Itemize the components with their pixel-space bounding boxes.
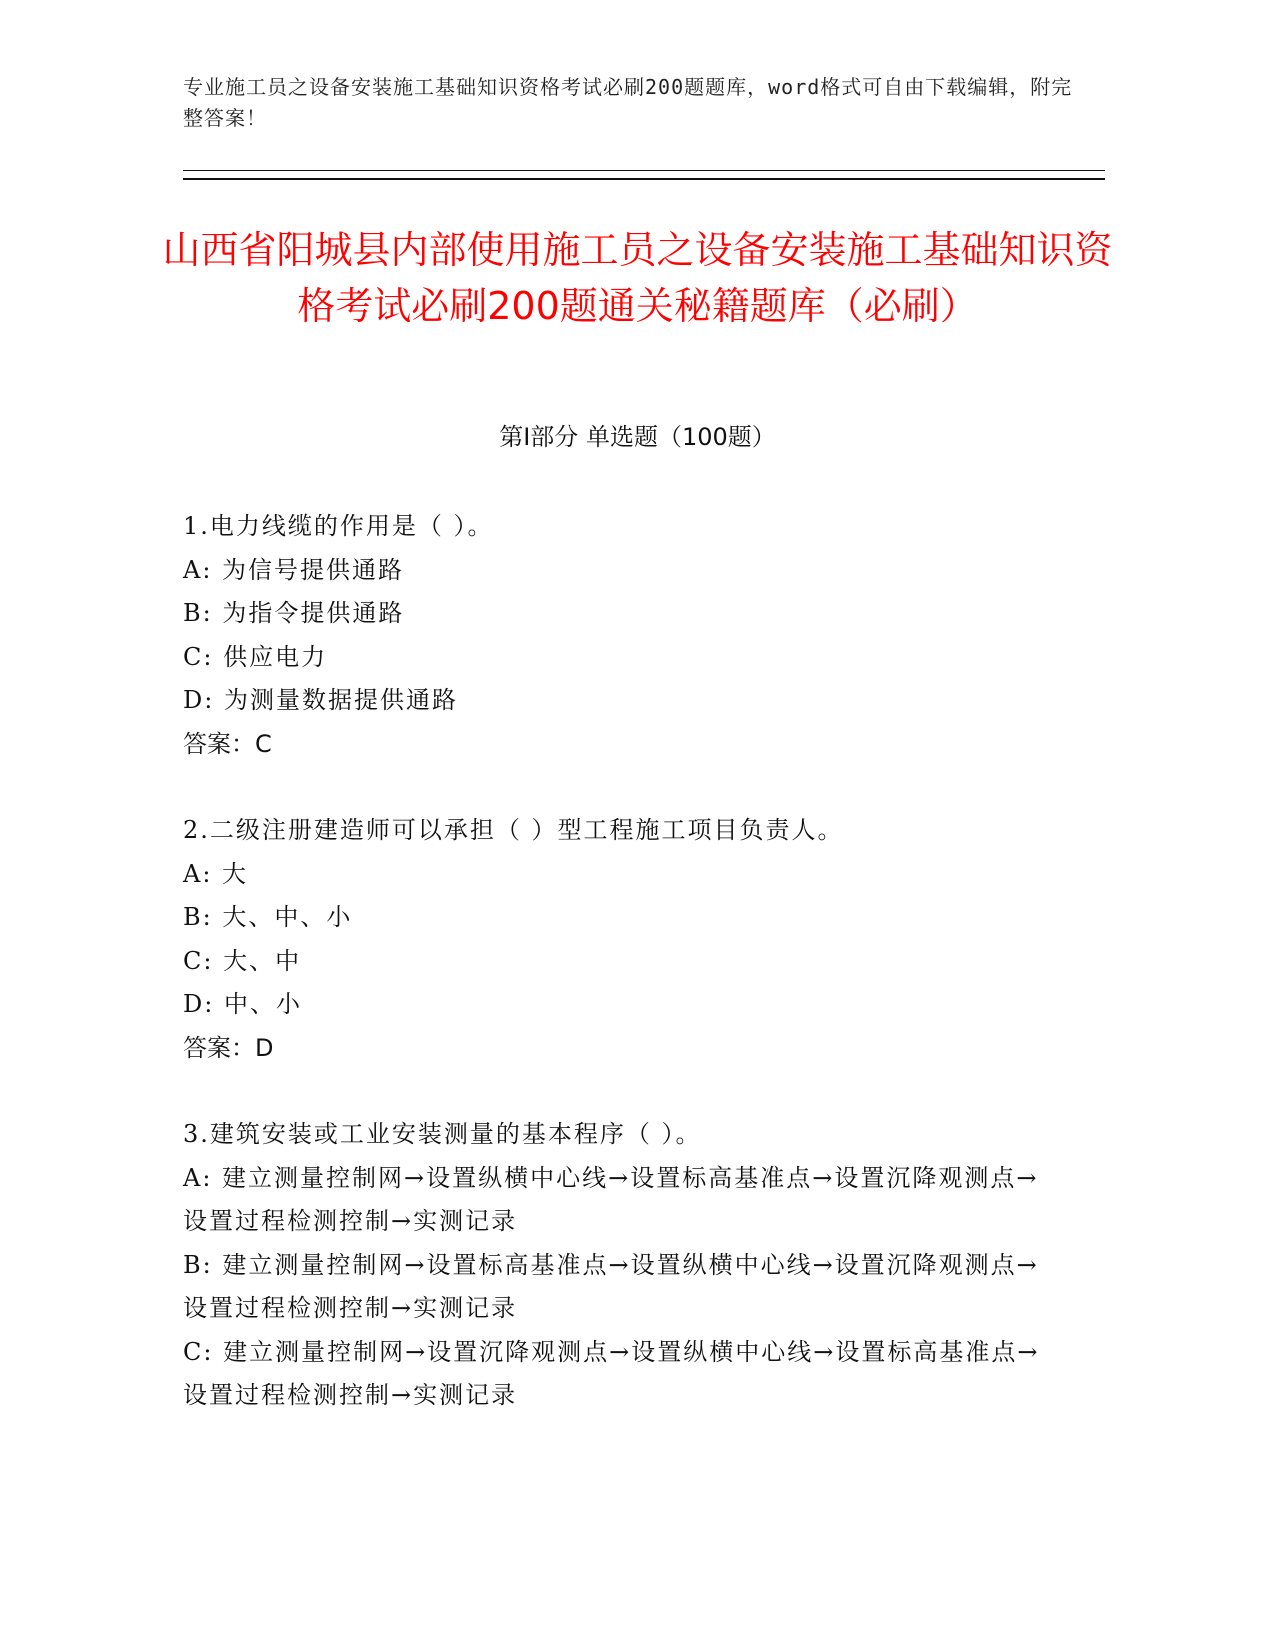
- header-divider-thin: [183, 170, 1105, 171]
- option-c: C: 供应电力: [183, 642, 328, 671]
- option-c: C: 建立测量控制网→设置沉降观测点→设置纵横中心线→设置标高基准点→设置过程检测控制→实测记录: [183, 1337, 1040, 1409]
- question-3: [183, 1113, 1063, 1418]
- option-d: D: 中、小: [183, 990, 302, 1018]
- section-heading: 第Ⅰ部分 单选题（100题）: [499, 423, 776, 451]
- answer-line: 答案：C: [183, 729, 272, 758]
- question-list: [183, 505, 1063, 1461]
- question-2: [183, 809, 1063, 1070]
- option-a: A: 大: [183, 859, 249, 888]
- header-divider-thick: [183, 178, 1105, 180]
- option-b: B: 大、中、小: [183, 903, 353, 931]
- option-c: C: 大、中: [183, 946, 302, 975]
- option-b: B: 建立测量控制网→设置标高基准点→设置纵横中心线→设置沉降观测点→设置过程检测控制→实测记录: [183, 1250, 1039, 1322]
- question-stem: 3.建筑安装或工业安装测量的基本程序（ ）。: [183, 1120, 702, 1148]
- option-a: A: 为信号提供通路: [183, 555, 405, 584]
- option-a: A: 建立测量控制网→设置纵横中心线→设置标高基准点→设置沉降观测点→设置过程检测控制→实测记录: [183, 1163, 1039, 1235]
- option-b: B: 为指令提供通路: [183, 599, 405, 627]
- question-stem: 1.电力线缆的作用是（ ）。: [183, 512, 494, 540]
- option-d: D: 为测量数据提供通路: [183, 686, 458, 714]
- question-1: [183, 505, 1063, 766]
- header-note: 专业施工员之设备安装施工基础知识资格考试必刷200题题库，word格式可自由下载编辑，附完整答案！: [183, 75, 1073, 130]
- answer-line: 答案：D: [183, 1033, 274, 1062]
- question-stem: 2.二级注册建造师可以承担（ ）型工程施工项目负责人。: [183, 816, 844, 844]
- document-title: 山西省阳城县内部使用施工员之设备安装施工基础知识资格考试必刷200题通关秘籍题库（必刷）: [162, 228, 1113, 328]
